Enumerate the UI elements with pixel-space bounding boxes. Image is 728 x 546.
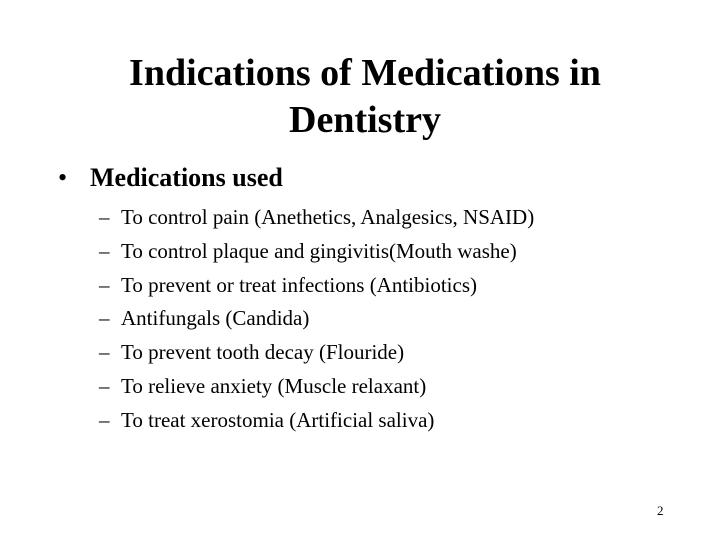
dash-icon: – [99, 340, 110, 365]
slide-title [60, 50, 670, 144]
dash-icon: – [99, 407, 110, 432]
slide-title-line-2: Dentistry [289, 99, 441, 141]
sub-bullet-text: To prevent tooth decay (Flouride) [121, 340, 405, 365]
dash-icon: – [99, 205, 110, 229]
main-bullet-text: Medications used [90, 163, 283, 192]
sub-bullet-item [99, 201, 534, 235]
sub-bullet-item [99, 269, 534, 303]
sub-bullet-text: To prevent or treat infections (Antibiotics) [121, 272, 478, 297]
dash-icon: – [99, 238, 110, 263]
sub-bullet-item [99, 302, 534, 336]
sub-bullet-text: To control plaque and gingivitis(Mouth washe) [121, 238, 517, 263]
sub-bullet-text: To relieve anxiety (Muscle relaxant) [121, 373, 427, 398]
sub-bullet-text: To control pain (Anethetics, Analgesics, NSAID) [121, 205, 535, 229]
sub-bullet-text: To treat xerostomia (Artificial saliva) [121, 407, 435, 432]
sub-bullet-item [99, 336, 534, 370]
sub-bullet-item [99, 370, 534, 404]
slide-title-line-1: Indications of Medications in [129, 52, 601, 94]
sub-bullet-item [99, 404, 534, 438]
dash-icon: – [99, 373, 110, 398]
sub-bullet-list [99, 201, 534, 438]
sub-bullet-item [99, 235, 534, 269]
dash-icon: – [99, 306, 110, 331]
bullet-icon: • [58, 163, 68, 192]
main-bullet [58, 161, 283, 195]
page-number: 2 [657, 503, 664, 518]
sub-bullet-text: Antifungals (Candida) [121, 306, 310, 331]
dash-icon: – [99, 272, 110, 297]
